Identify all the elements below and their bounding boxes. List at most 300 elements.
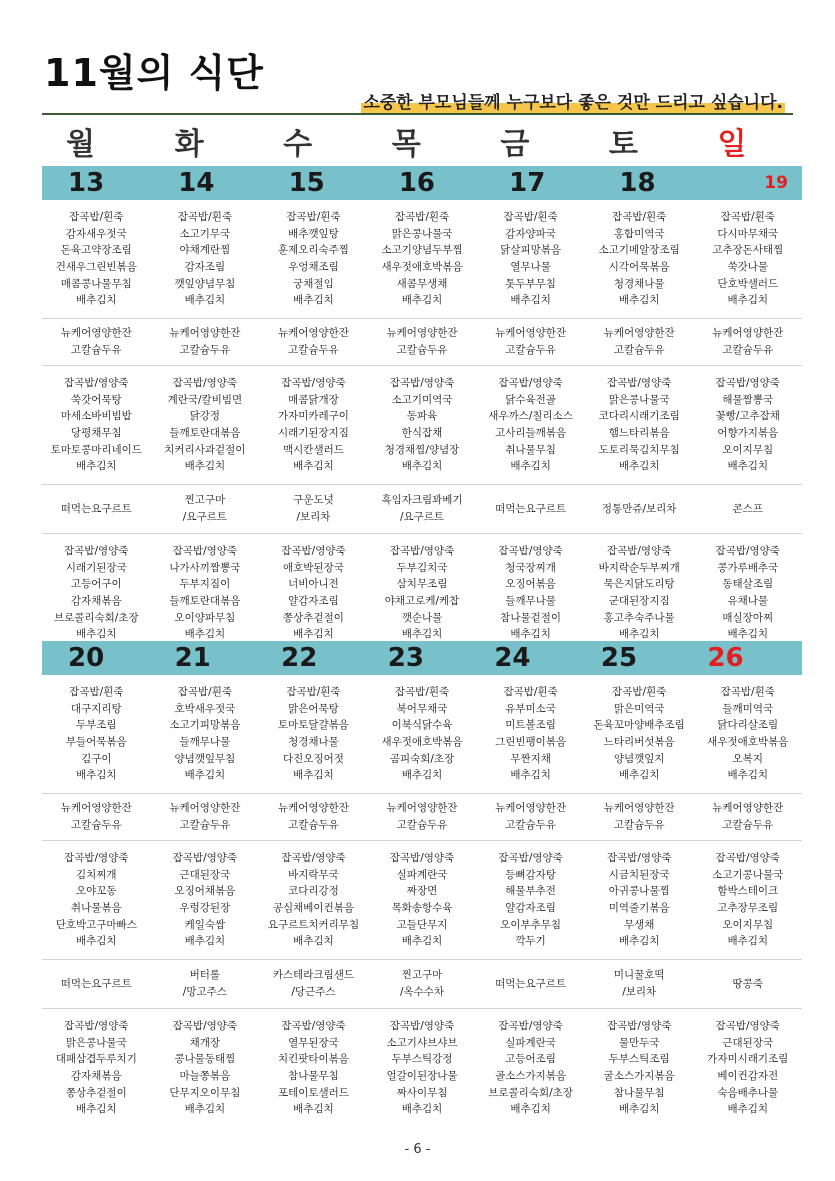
menu-item: 채개장 <box>189 1036 221 1049</box>
menu-item: 무생채 <box>623 918 655 931</box>
page-number: - 6 - <box>404 1142 431 1157</box>
menu-item: 뉴케어영양한잔 <box>603 327 675 340</box>
menu-item: 브로콜리숙회/초장 <box>53 611 139 624</box>
menu-item: 해물부추전 <box>505 885 556 898</box>
menu-cell-sun <box>693 1009 802 1127</box>
menu-cell-fri <box>476 485 585 533</box>
menu-item: 배추김치 <box>184 628 226 641</box>
menu-item: 취나물볶음 <box>70 902 122 914</box>
menu-item: 뉴케어영양한잔 <box>277 327 349 340</box>
menu-item: 동파육 <box>406 410 438 423</box>
menu-cell-fri <box>476 1009 585 1127</box>
menu-item: 뉴케어영양한잔 <box>169 802 241 815</box>
menu-item: 물만두국 <box>618 1036 660 1049</box>
menu-item: 들깨토란대볶음 <box>169 595 241 607</box>
dinner-block <box>42 534 802 652</box>
menu-item: 배추김치 <box>293 769 334 782</box>
menu-item: 뉴케어영양한잔 <box>60 327 132 340</box>
menu-item: 잡곡밥/영양죽 <box>498 852 563 865</box>
menu-item: 취나물무침 <box>505 443 556 456</box>
menu-item: 잡곡밥/흰죽 <box>177 211 232 224</box>
menu-cell-mon <box>42 841 151 959</box>
menu-item: 버터롤 <box>189 969 221 982</box>
menu-cell-tue <box>151 534 260 652</box>
weekday-mon: 월 <box>66 127 95 162</box>
menu-item: 청국장찌개 <box>505 561 556 574</box>
menu-item: 시래기된장국 <box>65 561 127 574</box>
menu-item: 잡곡밥/영양죽 <box>606 852 672 865</box>
menu-item: 단호박고구마빠스 <box>55 918 137 931</box>
menu-item: 단무지오이무침 <box>169 1086 241 1099</box>
menu-item: 고칼슘두유 <box>613 819 665 831</box>
menu-item: 잡곡밥/흰죽 <box>69 211 124 224</box>
menu-item: 고칼슘두유 <box>396 344 448 356</box>
menu-item: 고칼슘두유 <box>505 819 556 831</box>
menu-item: 잡곡밥/영양죽 <box>606 545 672 558</box>
menu-item: 감자채볶음 <box>70 595 122 607</box>
menu-item: 치킨팟타이볶음 <box>277 1053 349 1066</box>
menu-item: 양념깻잎지 <box>613 752 665 765</box>
menu-cell-fri <box>476 366 585 484</box>
menu-item: 고칼슘두유 <box>288 819 339 831</box>
menu-item: 배추김치 <box>510 294 551 307</box>
menu-item: 햄느타리볶음 <box>608 427 670 439</box>
menu-item: 배추김치 <box>184 294 226 307</box>
date-tue: 21 <box>174 643 211 673</box>
menu-item: 새우젓애호박볶음 <box>707 736 789 748</box>
menu-item: 잡곡밥/영양죽 <box>606 1020 672 1033</box>
menu-cell-sun <box>693 794 802 840</box>
menu-item: 소고기메알장조림 <box>598 244 680 257</box>
menu-item: 실파계란국 <box>396 868 448 881</box>
page-title: 11월의 식단 <box>44 51 264 95</box>
menu-cell-mon <box>42 1009 151 1127</box>
menu-item: 가자미시래기조림 <box>707 1053 789 1066</box>
date-thu: 23 <box>387 643 424 673</box>
menu-item: 청경채나물 <box>613 277 665 290</box>
menu-item: 들깨무나물 <box>179 736 231 748</box>
weekday-tue: 화 <box>174 127 204 162</box>
menu-item: 부들어묵볶음 <box>65 736 127 748</box>
menu-item: 뉴케어영양한잔 <box>386 802 458 815</box>
menu-item: 짜사이무침 <box>396 1086 448 1099</box>
menu-item: 잡곡밥/흰죽 <box>612 686 667 699</box>
weekday-fri: 금 <box>500 127 530 162</box>
menu-item: 잡곡밥/영양죽 <box>715 852 780 865</box>
menu-item: 콩나물동태찜 <box>174 1053 236 1066</box>
menu-item: 두부지짐이 <box>179 578 231 591</box>
date-tue: 14 <box>178 168 215 198</box>
menu-cell-thu <box>368 794 477 840</box>
date-sat: 18 <box>619 168 656 198</box>
snack-drink-block <box>42 319 802 366</box>
menu-item: 배추김치 <box>618 460 660 473</box>
week-1 <box>42 166 802 652</box>
menu-item: 잡곡밥/영양죽 <box>281 852 346 865</box>
date-mon: 20 <box>68 643 105 673</box>
menu-item: 브로콜리숙회/초장 <box>488 1086 573 1099</box>
menu-item: 마세소바비빔밥 <box>60 410 132 423</box>
menu-item: 코다리강정 <box>288 885 339 898</box>
menu-cell-sun <box>693 534 802 652</box>
menu-item: 들깨미역국 <box>722 702 774 715</box>
menu-cell-thu <box>368 675 477 793</box>
menu-item: 계란국/칼비빔면 <box>167 393 243 406</box>
menu-item: 동태살조림 <box>722 578 774 591</box>
menu-item: 고칼슘두유 <box>70 344 122 356</box>
menu-item: 배추김치 <box>76 460 117 473</box>
menu-item: 잡곡밥/흰죽 <box>503 211 558 224</box>
menu-item: 찐고구마 <box>401 969 443 982</box>
menu-cell-sat <box>585 841 694 959</box>
menu-cell-wed <box>259 534 368 652</box>
menu-item: 매콤콩나물무침 <box>60 277 132 290</box>
menu-item: 소고기무국 <box>179 227 231 240</box>
menu-item: 새우까스/칠리소스 <box>488 410 573 423</box>
menu-item: 새우젓애호박볶음 <box>381 736 463 748</box>
menu-cell-thu <box>368 841 477 959</box>
menu-item: 뉴케어영양한잔 <box>386 327 458 340</box>
menu-item: 오복지 <box>732 752 763 765</box>
menu-item: 얄감자조림 <box>505 902 556 914</box>
menu-item: 콘스프 <box>732 502 763 515</box>
menu-item: 맑은콩나물국 <box>608 393 670 406</box>
menu-cell-fri <box>476 841 585 959</box>
menu-item: 굴소스가지볶음 <box>603 1070 675 1082</box>
menu-cell-wed <box>259 841 368 959</box>
menu-item: 뉴케어영양한잔 <box>712 802 784 815</box>
menu-item: 쑥갓나물 <box>727 261 769 273</box>
menu-item: 쫑상추겉절이 <box>65 1086 127 1099</box>
menu-cell-tue <box>151 841 260 959</box>
menu-item: 근대된장국 <box>722 1036 774 1049</box>
menu-item: 아귀콩나물찜 <box>608 885 670 898</box>
menu-item: 오징어채볶음 <box>174 885 236 898</box>
menu-item: 잡곡밥/영양죽 <box>715 545 780 558</box>
menu-cell-tue <box>151 366 260 484</box>
menu-item: 잡곡밥/영양죽 <box>64 377 129 390</box>
menu-item: 얼갈이된장나물 <box>386 1070 458 1082</box>
menu-item: 호박새우젓국 <box>174 702 236 715</box>
menu-item: 숙음배추나물 <box>717 1086 779 1099</box>
menu-item: 고칼슘두유 <box>179 819 231 831</box>
menu-item: 돈육꼬마양배추조림 <box>593 719 685 732</box>
menu-item: 코다리시래기조림 <box>598 410 680 423</box>
menu-item: 바지락무국 <box>288 868 339 881</box>
menu-item: 훈제오리숙주찜 <box>277 244 349 257</box>
menu-item: 홍합미역국 <box>613 227 665 240</box>
menu-cell-thu <box>368 200 477 318</box>
menu-item: 군대된장지짐 <box>608 595 670 607</box>
menu-cell-mon <box>42 200 151 318</box>
menu-item: 소고기미역국 <box>391 393 453 406</box>
menu-item: 잡곡밥/영양죽 <box>64 545 129 558</box>
menu-cell-tue <box>151 485 260 533</box>
date-sat: 25 <box>600 643 638 673</box>
menu-item: 공심채베이컨볶음 <box>272 902 355 914</box>
breakfast-block <box>42 675 802 794</box>
menu-item: 잡곡밥/흰죽 <box>286 211 341 224</box>
menu-item: 마늘쫑볶음 <box>179 1070 231 1082</box>
menu-item: 잡곡밥/영양죽 <box>172 545 238 558</box>
menu-item: 쑥갓어묵탕 <box>70 393 122 406</box>
menu-item: 떠먹는요구르트 <box>60 502 132 515</box>
menu-item: 실파계란국 <box>505 1036 556 1049</box>
menu-cell-tue <box>151 200 260 318</box>
menu-cell-thu <box>368 1009 477 1127</box>
menu-item: 등뼈감자탕 <box>505 868 556 881</box>
menu-item: 고칼슘두유 <box>722 819 774 831</box>
menu-item: 홍고추숙주나물 <box>603 611 675 624</box>
menu-item: 배추김치 <box>76 294 117 307</box>
menu-item: 뉴케어영양한잔 <box>60 802 132 815</box>
menu-item: 궁채절임 <box>293 277 334 290</box>
menu-cell-sat <box>585 960 694 1008</box>
date-mon: 13 <box>68 168 105 198</box>
menu-item: 북어무채국 <box>396 702 448 715</box>
menu-item: 고칼슘두유 <box>70 819 122 831</box>
menu-item: 건새우그린빈볶음 <box>55 261 137 273</box>
menu-item: 얄감자조림 <box>288 595 339 607</box>
menu-item: 김치찌개 <box>76 868 117 881</box>
menu-item: 목화송항수육 <box>391 902 453 914</box>
menu-item: 쫑상추겉절이 <box>283 611 344 624</box>
menu-cell-fri <box>476 960 585 1008</box>
menu-item: 치커리사과겉절이 <box>164 443 246 456</box>
lunch-block <box>42 366 802 485</box>
menu-item: 깍두기 <box>515 935 546 948</box>
menu-cell-mon <box>42 794 151 840</box>
menu-item: 잡곡밥/영양죽 <box>281 545 346 558</box>
menu-item: 배추김치 <box>184 460 226 473</box>
menu-item: 고추장돈사태찜 <box>712 244 784 257</box>
menu-cell-tue <box>151 960 260 1008</box>
menu-item: 열무나물 <box>510 261 551 273</box>
menu-item: /망고주스 <box>182 986 227 998</box>
menu-item: 잡곡밥/영양죽 <box>172 377 238 390</box>
menu-item: 잡곡밥/영양죽 <box>389 377 455 390</box>
menu-item: 오징어볶음 <box>505 578 556 591</box>
menu-item: 뉴케어영양한잔 <box>277 802 349 815</box>
menu-item: 카스테라크림샌드 <box>272 969 355 982</box>
menu-cell-sun <box>693 675 802 793</box>
date-wed: 22 <box>281 643 318 673</box>
menu-item: 참나물무침 <box>288 1070 339 1082</box>
menu-item: 삼치무조림 <box>396 578 448 591</box>
menu-item: 콩가루배추국 <box>717 561 779 574</box>
menu-item: 배추김치 <box>76 769 117 782</box>
menu-cell-fri <box>476 200 585 318</box>
menu-cell-thu <box>368 534 477 652</box>
menu-item: 배추김치 <box>618 294 660 307</box>
menu-item: 맑은어묵탕 <box>288 702 339 715</box>
menu-item: 잡곡밥/영양죽 <box>498 545 563 558</box>
menu-item: 시각어묵볶음 <box>608 261 670 273</box>
menu-cell-sat <box>585 200 694 318</box>
menu-item: 배추김치 <box>293 294 334 307</box>
menu-cell-fri <box>476 319 585 365</box>
menu-item: 곰피숙회/초장 <box>389 752 455 765</box>
menu-cell-thu <box>368 366 477 484</box>
menu-cell-thu <box>368 319 477 365</box>
menu-item: 오이양파무침 <box>174 611 236 624</box>
weekday-wed: 수 <box>283 127 313 162</box>
menu-item: 감자조림 <box>184 261 226 273</box>
menu-item: 배추김치 <box>727 1103 769 1116</box>
date-bar <box>42 641 802 675</box>
menu-item: 배추김치 <box>401 935 443 948</box>
menu-item: 애호박된장국 <box>283 561 344 574</box>
menu-item: 그린빈팽이볶음 <box>495 736 567 748</box>
weekday-header <box>42 125 802 165</box>
menu-item: 떠먹는요구르트 <box>495 502 567 515</box>
menu-item: 배추김치 <box>76 1103 117 1116</box>
weekday-sun: 일 <box>717 127 747 162</box>
menu-item: 잡곡밥/영양죽 <box>715 377 780 390</box>
menu-item: 닭수육전골 <box>505 393 556 406</box>
menu-item: 뉴케어영양한잔 <box>603 802 675 815</box>
menu-item: 잡곡밥/영양죽 <box>498 377 563 390</box>
menu-item: 톳두부무침 <box>505 277 556 290</box>
menu-item: 우렁강된장 <box>179 902 231 914</box>
menu-item: 베이컨감자전 <box>717 1070 779 1082</box>
menu-item: 고등어조림 <box>505 1053 556 1066</box>
menu-item: 소고기양념두부찜 <box>381 244 463 257</box>
menu-item: 두부스틱조림 <box>608 1053 670 1066</box>
menu-item: 도토리묵김치무침 <box>598 443 680 456</box>
menu-item: 잡곡밥/영양죽 <box>715 1020 780 1033</box>
menu-item: 잡곡밥/흰죽 <box>286 686 341 699</box>
menu-item: 고칼슘두유 <box>505 344 556 356</box>
date-fri: 24 <box>494 643 531 673</box>
menu-item: 뉴케어영양한잔 <box>495 327 567 340</box>
menu-item: 배추김치 <box>401 628 443 641</box>
dinner-block <box>42 1009 802 1127</box>
menu-item: 어향가지볶음 <box>717 427 779 439</box>
date-fri: 17 <box>509 168 546 198</box>
menu-item: 잡곡밥/영양죽 <box>281 1020 346 1033</box>
menu-item: 우엉채조림 <box>288 261 339 273</box>
menu-cell-mon <box>42 366 151 484</box>
menu-item: 청경채찜/양념장 <box>384 443 460 456</box>
menu-item: 잡곡밥/영양죽 <box>606 377 672 390</box>
menu-item: 배추김치 <box>618 769 660 782</box>
menu-item: 잡곡밥/흰죽 <box>720 686 775 699</box>
menu-item: 느타리버섯볶음 <box>603 736 675 748</box>
menu-cell-tue <box>151 319 260 365</box>
menu-cell-sun <box>693 200 802 318</box>
menu-item: 배추김치 <box>184 769 226 782</box>
menu-item: 오이지무침 <box>722 443 774 456</box>
menu-item: 해물짬뽕국 <box>722 393 774 406</box>
menu-cell-fri <box>476 534 585 652</box>
menu-cell-wed <box>259 960 368 1008</box>
menu-item: 깻잎양념무침 <box>174 277 236 290</box>
menu-cell-wed <box>259 485 368 533</box>
menu-item: /보리차 <box>296 511 331 523</box>
menu-item: 고칼슘두유 <box>722 344 774 356</box>
menu-item: 배추김치 <box>727 294 769 307</box>
menu-cell-fri <box>476 794 585 840</box>
menu-item: 배추김치 <box>618 935 660 948</box>
menu-item: 뉴케어영양한잔 <box>712 327 784 340</box>
menu-cell-tue <box>151 675 260 793</box>
menu-item: 배추김치 <box>510 460 551 473</box>
menu-item: 배추김치 <box>727 628 769 641</box>
menu-cell-wed <box>259 1009 368 1127</box>
menu-item: 감자새우젓국 <box>65 227 127 240</box>
menu-cell-sat <box>585 485 694 533</box>
menu-cell-sun <box>693 485 802 533</box>
menu-item: /옥수수차 <box>399 986 445 998</box>
menu-item: 미역줄기볶음 <box>608 902 670 914</box>
menu-cell-mon <box>42 534 151 652</box>
menu-item: 묵은지닭도리탕 <box>603 578 675 591</box>
menu-item: 오이부추무침 <box>500 918 562 931</box>
menu-item: 들깨토란대볶음 <box>169 427 241 439</box>
slogan-banner: 소중한 부모님들께 누구보다 좋은 것만 드리고 싶습니다. <box>361 88 785 113</box>
menu-item: 매콤닭개장 <box>288 393 339 406</box>
menu-item: 포테이토샐러드 <box>277 1086 349 1099</box>
menu-item: 소고기콩나물국 <box>712 868 784 881</box>
menu-item: 다진오징어젓 <box>283 752 344 765</box>
menu-item: 참나물무침 <box>613 1086 665 1099</box>
menu-item: 케일숙쌈 <box>184 918 226 931</box>
menu-item: 잡곡밥/영양죽 <box>498 1020 563 1033</box>
menu-item: 배추김치 <box>727 935 769 948</box>
weekday-sat: 토 <box>608 127 638 162</box>
date-wed: 15 <box>288 168 325 198</box>
menu-item: 무짠지채 <box>510 752 551 765</box>
menu-item: 배추김치 <box>401 460 443 473</box>
menu-cell-thu <box>368 960 477 1008</box>
menu-item: 유채나물 <box>727 595 769 607</box>
menu-item: 잡곡밥/영양죽 <box>281 377 346 390</box>
lunch-block <box>42 841 802 960</box>
menu-cell-mon <box>42 319 151 365</box>
menu-item: 잡곡밥/영양죽 <box>64 1020 129 1033</box>
menu-item: 배추김치 <box>510 1103 551 1116</box>
menu-cell-thu <box>368 485 477 533</box>
menu-item: 닭살피망볶음 <box>500 244 562 257</box>
menu-item: 잡곡밥/흰죽 <box>503 686 558 699</box>
menu-item: 감자채볶음 <box>70 1070 122 1082</box>
menu-item: 고칼슘두유 <box>613 344 665 356</box>
date-sun: 19 <box>764 173 788 193</box>
menu-item: 고들단무지 <box>396 918 448 931</box>
menu-cell-sat <box>585 1009 694 1127</box>
menu-item: 배추김치 <box>184 935 226 948</box>
menu-cell-tue <box>151 1009 260 1127</box>
menu-item: 배추김치 <box>401 294 443 307</box>
menu-item: 시금치된장국 <box>608 868 670 881</box>
menu-item: 감자양파국 <box>505 227 556 240</box>
menu-item: 한식잡채 <box>401 427 443 439</box>
menu-item: 떠먹는요구르트 <box>495 977 567 990</box>
menu-item: 배추김치 <box>293 935 334 948</box>
menu-item: 잡곡밥/영양죽 <box>172 1020 238 1033</box>
menu-item: 골소스가지볶음 <box>495 1070 567 1082</box>
menu-item: 오이지무침 <box>722 918 774 931</box>
menu-item: 잡곡밥/흰죽 <box>394 686 450 699</box>
menu-item: 열무된장국 <box>288 1036 339 1049</box>
menu-item: 맥시칸샐러드 <box>283 443 344 456</box>
menu-item: 뉴케어영양한잔 <box>169 327 241 340</box>
menu-item: 미니꿀호떡 <box>613 969 665 982</box>
menu-item: 참나물겉절이 <box>500 611 562 624</box>
menu-item: 김구이 <box>81 752 112 765</box>
menu-item: 잡곡밥/흰죽 <box>69 686 124 699</box>
